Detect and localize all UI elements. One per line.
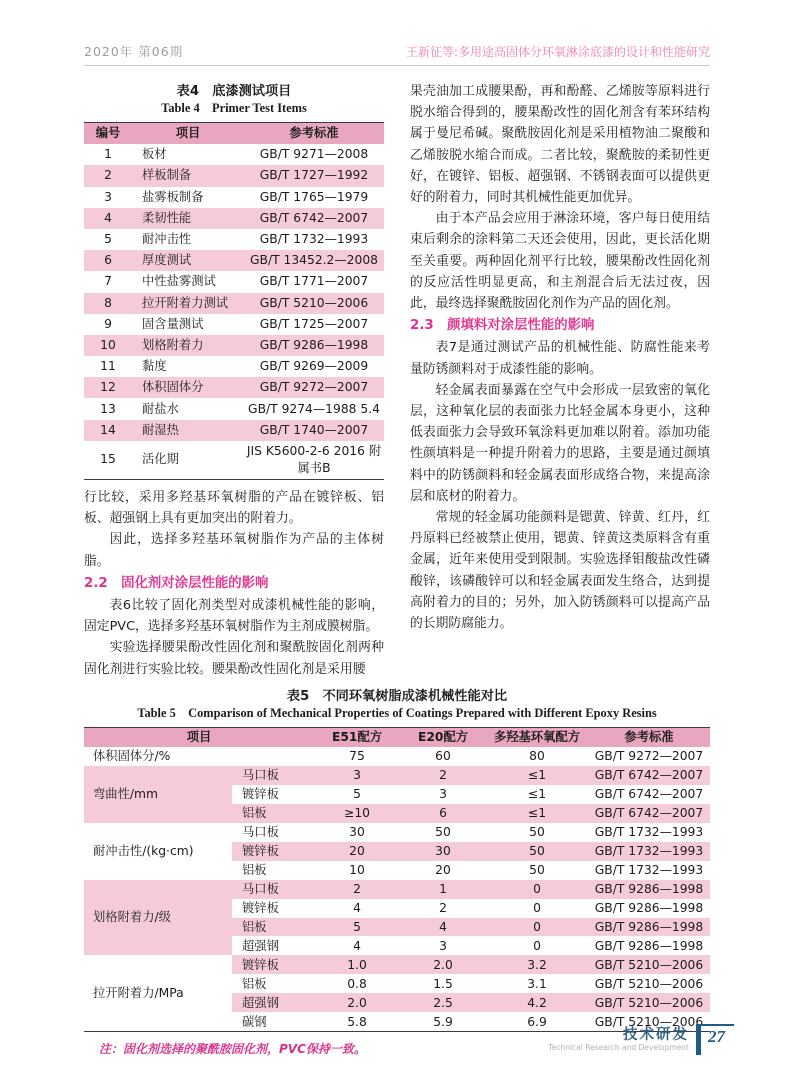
table-row [84, 823, 710, 842]
issue-label: 2020年 第06期 [84, 44, 184, 59]
paragraph: 果壳油加工成腰果酚，再和酚醛、乙烯胺等原料进行脱水缩合得到的，腰果酚改性的固化剂含有苯环结构属于曼尼希碱。聚酰胺固化剂是采用植物油二聚酸和乙烯胺脱水缩合而成。二者比较，聚酰胺的柔韧性更好，在镀锌、铝板、超强钢、不锈钢表面可以提供更好的附着力，同时其机械性能更加优异。 [410, 84, 710, 206]
table5-header-polyhydroxy: 多羟基环氧配方 [486, 727, 588, 746]
table4-cell: GB/T 1771—2007 [259, 274, 369, 289]
table4-cell: GB/T 1732—1993 [259, 232, 369, 247]
table5-value-cell: 3.2 [486, 955, 588, 974]
table5-substrate-cell: 超强钢 [232, 936, 314, 955]
table-row [84, 356, 384, 377]
table5-substrate-cell: 碳钢 [232, 1012, 314, 1031]
table5-value-cell: 2 [400, 766, 486, 785]
table5-standard-cell: GB/T 9286—1998 [588, 918, 710, 937]
table4-cell: GB/T 1727—1992 [244, 165, 384, 186]
table5-value-cell: 50 [486, 823, 588, 842]
table4-cell: 7 [104, 274, 112, 289]
table5-value-cell: 20 [314, 842, 400, 861]
section-heading: 2.3 颜填料对涂层性能的影响 [410, 318, 595, 334]
table5-standard-cell: GB/T 5210—2006 [588, 955, 710, 974]
table5-substrate-cell: 铝板 [232, 804, 314, 823]
paragraph: 表7是通过测试产品的机械性能、防腐性能来考量防锈颜料对于成漆性能的影响。 [410, 340, 710, 377]
table5-value-cell: ≤1 [486, 804, 588, 823]
table5-value-cell: 5 [314, 785, 400, 804]
table5-substrate-cell: 马口板 [232, 766, 314, 785]
table4-cell: GB/T 9269—2009 [259, 359, 369, 374]
footer-section-zh: 技术研发 [623, 1027, 689, 1043]
table5-substrate-cell: 超强钢 [232, 993, 314, 1012]
left-column-text [84, 487, 384, 680]
table4-cell: 划格附着力 [132, 335, 244, 356]
table5-standard-cell: GB/T 5210—2006 [588, 993, 710, 1012]
table4-cell: GB/T 5210—2006 [244, 293, 384, 314]
table4-cell: 2 [84, 165, 132, 186]
table5-value-cell: 5 [314, 918, 400, 937]
table4-cell: GB/T 9274—1988 5.4 [248, 401, 380, 416]
paragraph: 表6比较了固化剂类型对成漆机械性能的影响，固定PVC，选择多羟基环氧树脂作为主剂成膜树脂。 [84, 598, 384, 635]
table5-value-cell: 1 [400, 880, 486, 899]
table5-standard-cell: GB/T 5210—2006 [588, 974, 710, 993]
table5-substrate-cell: 马口板 [232, 880, 314, 899]
table4-cell: 拉开附着力测试 [132, 293, 244, 314]
table4-cell: 耐冲击性 [142, 232, 192, 247]
epoxy-comparison-table [84, 727, 710, 1033]
table5-value-cell: ≥10 [314, 804, 400, 823]
primer-test-table-head [84, 123, 384, 145]
table-row [84, 187, 384, 208]
table5-value-cell: 2 [400, 899, 486, 918]
table5-value-cell: 6.9 [486, 1012, 588, 1031]
table4-cell: 3 [104, 189, 112, 204]
table5-footnote: 注：固化剂选择的聚酰胺固化剂，PVC保持一致。 [99, 1042, 366, 1057]
table-row [84, 398, 384, 419]
table5-value-cell: ≤1 [486, 766, 588, 785]
table4-cell: GB/T 1765—1979 [259, 189, 369, 204]
table-row [84, 880, 710, 899]
table4-cell: 10 [84, 335, 132, 356]
table5-value-cell: 60 [400, 747, 486, 766]
table5-value-cell: 2.5 [400, 993, 486, 1012]
table5-value-cell: 0 [486, 936, 588, 955]
epoxy-comparison-table-head [84, 727, 710, 746]
table5-value-cell: 0 [486, 899, 588, 918]
table4-cell: 9 [104, 316, 112, 331]
table5-value-cell: 0.8 [314, 974, 400, 993]
table4-cell: 1 [104, 147, 112, 162]
table5-value-cell: 3 [314, 766, 400, 785]
table5-standard-cell: GB/T 1732—1993 [588, 861, 710, 880]
table5-value-cell: 20 [400, 861, 486, 880]
table4-cell: GB/T 9272—2007 [244, 377, 384, 398]
table5-substrate-cell: 马口板 [232, 823, 314, 842]
table-row [84, 766, 710, 785]
table-row [84, 955, 710, 974]
table5-value-cell: 0 [486, 880, 588, 899]
table5-group-cell: 拉开附着力/MPa [84, 955, 232, 1031]
table4-cell: 厚度测试 [132, 250, 244, 271]
paragraph: 由于本产品会应用于淋涂环境，客户每日使用结束后剩余的涂料第二天还会使用，因此，更长活化期至关重要。两种固化剂平行比较，腰果酚改性固化剂的反应活性明显更高，和主剂混合后无法过夜，因此，最终选择聚酰胺固化剂作为产品的固化剂。 [410, 211, 710, 312]
table-row [84, 208, 384, 229]
table5-group-cell: 划格附着力/级 [84, 880, 232, 956]
table4-header-no: 编号 [84, 123, 132, 145]
table5-value-cell: 2.0 [314, 993, 400, 1012]
table-row [84, 165, 384, 186]
table-row [84, 335, 384, 356]
table5-value-cell: 3 [400, 785, 486, 804]
footer-section-titles [548, 1024, 689, 1053]
table4-cell: 盐雾板制备 [142, 189, 204, 204]
table5-standard-cell: GB/T 9286—1998 [588, 880, 710, 899]
epoxy-table-body [84, 747, 710, 1032]
table5-header-e20: E20配方 [400, 727, 486, 746]
table4-cell: 5 [104, 232, 112, 247]
table4-cell: 活化期 [142, 452, 179, 467]
table4-cell: 体积固体分 [132, 377, 244, 398]
left-column [84, 81, 384, 680]
table4-cell: 柔韧性能 [132, 208, 244, 229]
table5-value-cell: 50 [486, 842, 588, 861]
table5-value-cell: 4 [314, 899, 400, 918]
table4-cell: JIS K5600-2-6 2016 附属书B [246, 443, 382, 475]
table5-substrate-cell: 铝板 [232, 861, 314, 880]
table5-substrate-cell: 铝板 [232, 974, 314, 993]
table4-cell: 中性盐雾测试 [142, 274, 216, 289]
primer-test-table [84, 122, 384, 480]
table5-value-cell: 6 [400, 804, 486, 823]
table-row [84, 377, 384, 398]
table5-value-cell: 4 [400, 918, 486, 937]
paragraph: 常规的轻金属功能颜料是锶黄、锌黄、红丹，红丹原料已经被禁止使用，锶黄、锌黄这类原料含有重金属，近年来使用受到限制。实验选择钼酸盐改性磷酸锌，该磷酸锌可以和轻金属表面发生络合，达到提高附着力的目的；另外，加入防锈颜料可以提高产品的长期防腐能力。 [410, 510, 710, 632]
table5-substrate-cell: 铝板 [232, 918, 314, 937]
table5-value-cell: 30 [314, 823, 400, 842]
table4-cell: GB/T 9286—1998 [244, 335, 384, 356]
table5-standard-cell: GB/T 1732—1993 [588, 823, 710, 842]
table4-cell: 13 [100, 401, 116, 416]
table4-cell: 8 [84, 293, 132, 314]
table5-substrate-cell: 镀锌板 [232, 785, 314, 804]
article-title-runninghead: 王新征等:多用途高固体分环氧淋涂底漆的设计和性能研究 [405, 45, 710, 59]
table5-standard-cell: GB/T 6742—2007 [588, 804, 710, 823]
paragraph: 实验选择腰果酚改性固化剂和聚酰胺固化剂两种固化剂进行实验比较。腰果酚改性固化剂是采用腰 [84, 640, 384, 677]
table4-cell: 14 [84, 420, 132, 441]
table-row [84, 250, 384, 271]
right-column [410, 81, 710, 680]
table5-block [84, 688, 710, 1058]
table4-header-standard: 参考标准 [244, 123, 384, 145]
table5-value-cell: 4 [314, 936, 400, 955]
table4-cell: GB/T 13452.2—2008 [244, 250, 384, 271]
section-heading: 2.2 固化剂对涂层性能的影响 [84, 575, 269, 591]
table5-value-cell: 3.1 [486, 974, 588, 993]
table-row [84, 271, 384, 292]
table5-group-cell: 耐冲击性/(kg·cm) [84, 823, 232, 880]
table5-caption-en: Table 5 Comparison of Mechanical Properties of Coatings Prepared with Different Epoxy Resins [137, 705, 657, 720]
table-row [84, 747, 710, 766]
table5-item-cell: 体积固体分/% [84, 747, 314, 766]
table4-cell: 6 [84, 250, 132, 271]
table4-cell: GB/T 6742—2007 [244, 208, 384, 229]
table5-value-cell: 50 [400, 823, 486, 842]
table5-header-item: 项目 [84, 727, 314, 746]
table-row [84, 441, 384, 480]
table4-caption-zh: 表4 底漆测试项目 [176, 84, 292, 99]
paragraph: 因此，选择多羟基环氧树脂作为产品的主体树脂。 [84, 532, 384, 569]
footer-section-en: Technical Research and Development [548, 1043, 689, 1052]
table-row [84, 229, 384, 250]
table5-standard-cell: GB/T 9272—2007 [588, 747, 710, 766]
table4-cell: 12 [84, 377, 132, 398]
table5-substrate-cell: 镀锌板 [232, 842, 314, 861]
table4-cell: GB/T 1740—2007 [244, 420, 384, 441]
table4-cell: 固含量测试 [142, 316, 204, 331]
table-row [84, 420, 384, 441]
table5-value-cell: 5.8 [314, 1012, 400, 1031]
paragraph: 轻金属表面暴露在空气中会形成一层致密的氧化层，这种氧化层的表面张力比轻金属本身更小，这种低表面张力会导致环氧涂料更加难以附着。添加功能性颜填料是一种提升附着力的思路，主要是通过颜填料中的防锈颜料和轻金属表面形成络合物，来提高涂层和底材的附着力。 [410, 382, 710, 504]
table5-standard-cell: GB/T 9286—1998 [588, 899, 710, 918]
table5-value-cell: 4.2 [486, 993, 588, 1012]
page-footer [548, 1024, 734, 1055]
table4-cell: 耐湿热 [132, 420, 244, 441]
table5-standard-cell: GB/T 6742—2007 [588, 766, 710, 785]
table5-value-cell: ≤1 [486, 785, 588, 804]
table5-value-cell: 3 [400, 936, 486, 955]
page-number: 27 [696, 1024, 734, 1055]
table4-cell: 样板制备 [132, 165, 244, 186]
table5-value-cell: 5.9 [400, 1012, 486, 1031]
table4-cell: 黏度 [142, 359, 167, 374]
table5-value-cell: 2 [314, 880, 400, 899]
table-row [84, 144, 384, 165]
table5-standard-cell: GB/T 1732—1993 [588, 842, 710, 861]
table5-substrate-cell: 镀锌板 [232, 899, 314, 918]
table5-value-cell: 30 [400, 842, 486, 861]
table5-standard-cell: GB/T 6742—2007 [588, 785, 710, 804]
table5-value-cell: 0 [486, 918, 588, 937]
table5-substrate-cell: 镀锌板 [232, 955, 314, 974]
table4-caption-en: Table 4 Primer Test Items [161, 101, 307, 115]
table5-value-cell: 2.0 [400, 955, 486, 974]
table4-cell: 11 [100, 359, 116, 374]
primer-table-body [84, 144, 384, 479]
table-row [84, 314, 384, 335]
table5-value-cell: 75 [314, 747, 400, 766]
table5-header-e51: E51配方 [314, 727, 400, 746]
table5-group-cell: 弯曲性/mm [84, 766, 232, 823]
table4-cell: 15 [100, 452, 116, 467]
table5-standard-cell: GB/T 5210—2006 [588, 1012, 710, 1031]
table4-cell: 耐盐水 [142, 401, 179, 416]
two-column-body [84, 81, 710, 680]
table4-cell: 4 [84, 208, 132, 229]
paragraph: 行比较，采用多羟基环氧树脂的产品在镀锌板、铝板、超强钢上具有更加突出的附着力。 [84, 490, 384, 527]
table5-value-cell: 80 [486, 747, 588, 766]
table4-cell: 板材 [142, 147, 167, 162]
table5-value-cell: 10 [314, 861, 400, 880]
table5-header-standard: 参考标准 [588, 727, 710, 746]
table4-header-item: 项目 [132, 123, 244, 145]
table5-standard-cell: GB/T 9286—1998 [588, 936, 710, 955]
table5-caption-zh: 表5 不同环氧树脂成漆机械性能对比 [286, 688, 508, 704]
table5-value-cell: 1.5 [400, 974, 486, 993]
table5-value-cell: 50 [486, 861, 588, 880]
running-header [84, 42, 710, 66]
table-row [84, 293, 384, 314]
table4-cell: GB/T 1725—2007 [259, 316, 369, 331]
table4-cell: GB/T 9271—2008 [259, 147, 369, 162]
table5-value-cell: 1.0 [314, 955, 400, 974]
